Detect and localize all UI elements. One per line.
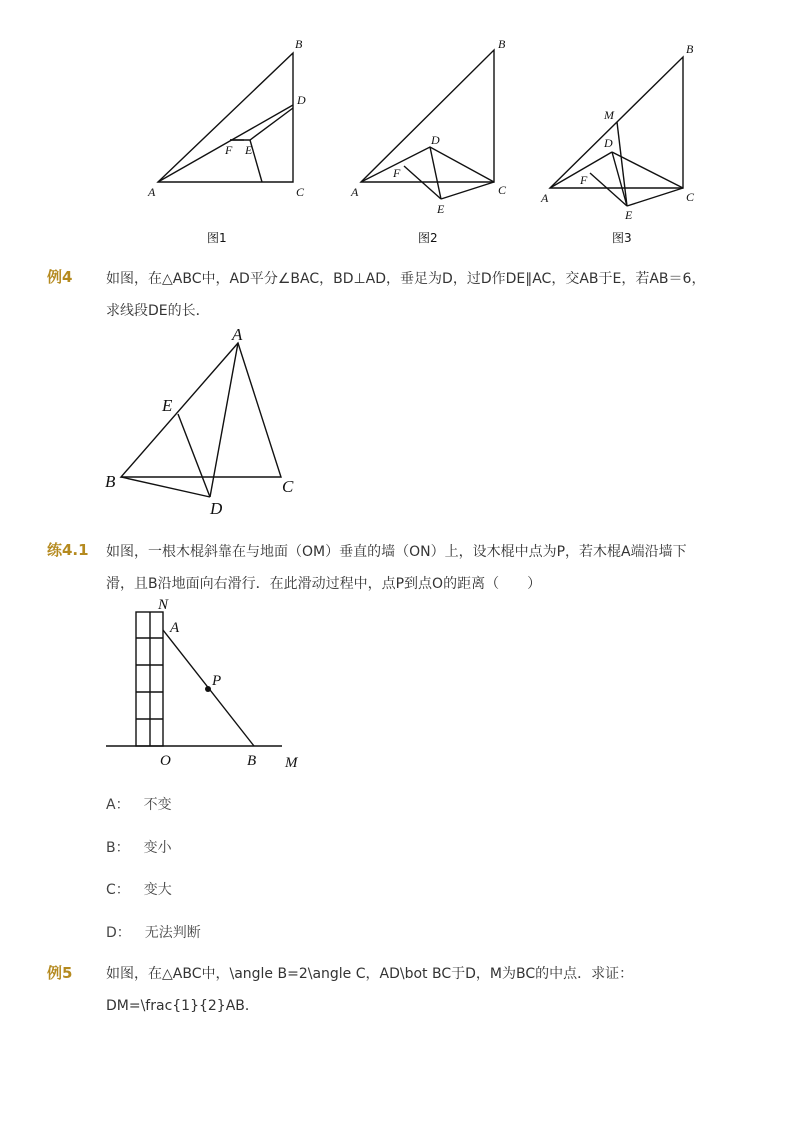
ex4-label-d: D [210, 499, 223, 518]
fig-label-a: A [170, 620, 180, 636]
practice41-question [106, 536, 766, 600]
example4-line2: 求线段DE的长． [106, 303, 210, 319]
fig2-line-adc [361, 147, 494, 182]
fig2-label-d: D [431, 133, 440, 147]
example5-line1: 如图，在△ABC中，\angle B=2\angle C，AD\bot BC于D，M为BC的中点．求证： [106, 966, 634, 982]
fig3-label-m: M [604, 108, 614, 122]
ex4-triangle-abc [121, 343, 281, 477]
fig1-label-e: E [245, 143, 253, 157]
fig-label-b: B [247, 753, 257, 769]
option-c[interactable] [106, 879, 172, 899]
fig3-label-b: B [686, 42, 694, 56]
ex4-label-a: A [232, 325, 243, 344]
example5-label: 例5 [47, 964, 73, 982]
example5-question [106, 958, 766, 1022]
top-figures [0, 30, 800, 255]
fig-label-p: P [212, 673, 222, 689]
ex4-line-bd [121, 477, 210, 497]
option-b-text: 变小 [143, 840, 172, 856]
fig3-line-de [612, 152, 627, 206]
practice41-figure [0, 592, 800, 777]
option-b-key: B： [106, 840, 130, 856]
fig3-label-e: E [625, 208, 633, 222]
fig2-label-f: F [393, 166, 401, 180]
fig2-line-ec [441, 182, 494, 199]
fig2-label-e: E [437, 202, 445, 216]
fig1-caption: 图1 [207, 231, 227, 245]
fig1-label-a: A [148, 185, 156, 199]
example4-line1: 如图，在△ABC中，AD平分∠BAC，BD⊥AD，垂足为D，过D作DE∥AC，交AB于E，若AB＝6， [106, 271, 706, 287]
fig3-line-me [617, 122, 627, 206]
figure-3 [540, 42, 695, 245]
example5-line2: DM=\frac{1}{2}AB． [106, 998, 259, 1014]
option-d[interactable] [106, 922, 201, 942]
fig2-label-c: C [498, 183, 507, 197]
example4-label: 例4 [47, 268, 73, 286]
option-c-key: C： [106, 882, 130, 898]
fig-label-m: M [285, 755, 298, 771]
option-a-key: A： [106, 797, 130, 813]
fig3-label-c: C [686, 190, 695, 204]
ex4-line-ed [178, 414, 210, 497]
practice41-line2: 滑，且B沿地面向右滑行．在此滑动过程中，点P到点O的距离（ ） [106, 576, 542, 592]
option-c-text: 变大 [143, 882, 172, 898]
ex4-label-c: C [282, 477, 294, 496]
figure-2 [350, 37, 507, 245]
option-d-text: 无法判断 [144, 925, 201, 941]
fig1-triangle-abc [158, 53, 293, 182]
ex4-label-b: B [105, 472, 116, 491]
fig3-line-fe [590, 173, 627, 206]
practice41-label: 练4.1 [47, 541, 89, 559]
ex4-line-ad [210, 343, 238, 497]
option-a-text: 不变 [143, 797, 172, 813]
fig3-label-a: A [541, 191, 549, 205]
midpoint-p [205, 686, 211, 692]
option-b[interactable] [106, 837, 172, 857]
ex4-label-e: E [162, 396, 173, 415]
fig3-line-ec [627, 188, 683, 206]
figure-1 [147, 37, 306, 245]
fig3-label-d: D [604, 136, 613, 150]
fig-label-n: N [158, 597, 169, 613]
fig1-label-f: F [225, 143, 233, 157]
fig2-triangle-abc [361, 50, 494, 182]
example4-figure [0, 320, 800, 520]
fig-label-o: O [160, 753, 171, 769]
fig3-label-f: F [580, 173, 588, 187]
fig1-label-c: C [296, 185, 305, 199]
fig1-label-b: B [295, 37, 303, 51]
fig2-label-b: B [498, 37, 506, 51]
fig3-caption: 图3 [612, 231, 632, 245]
fig2-caption: 图2 [418, 231, 438, 245]
option-d-key: D： [106, 925, 131, 941]
example4-question [106, 263, 766, 327]
option-a[interactable] [106, 794, 172, 814]
practice41-line1: 如图，一根木棍斜靠在与地面（OM）垂直的墙（ON）上，设木棍中点为P，若木棍A端沿墙下 [106, 544, 687, 560]
fig1-label-d: D [297, 93, 306, 107]
fig2-label-a: A [351, 185, 359, 199]
